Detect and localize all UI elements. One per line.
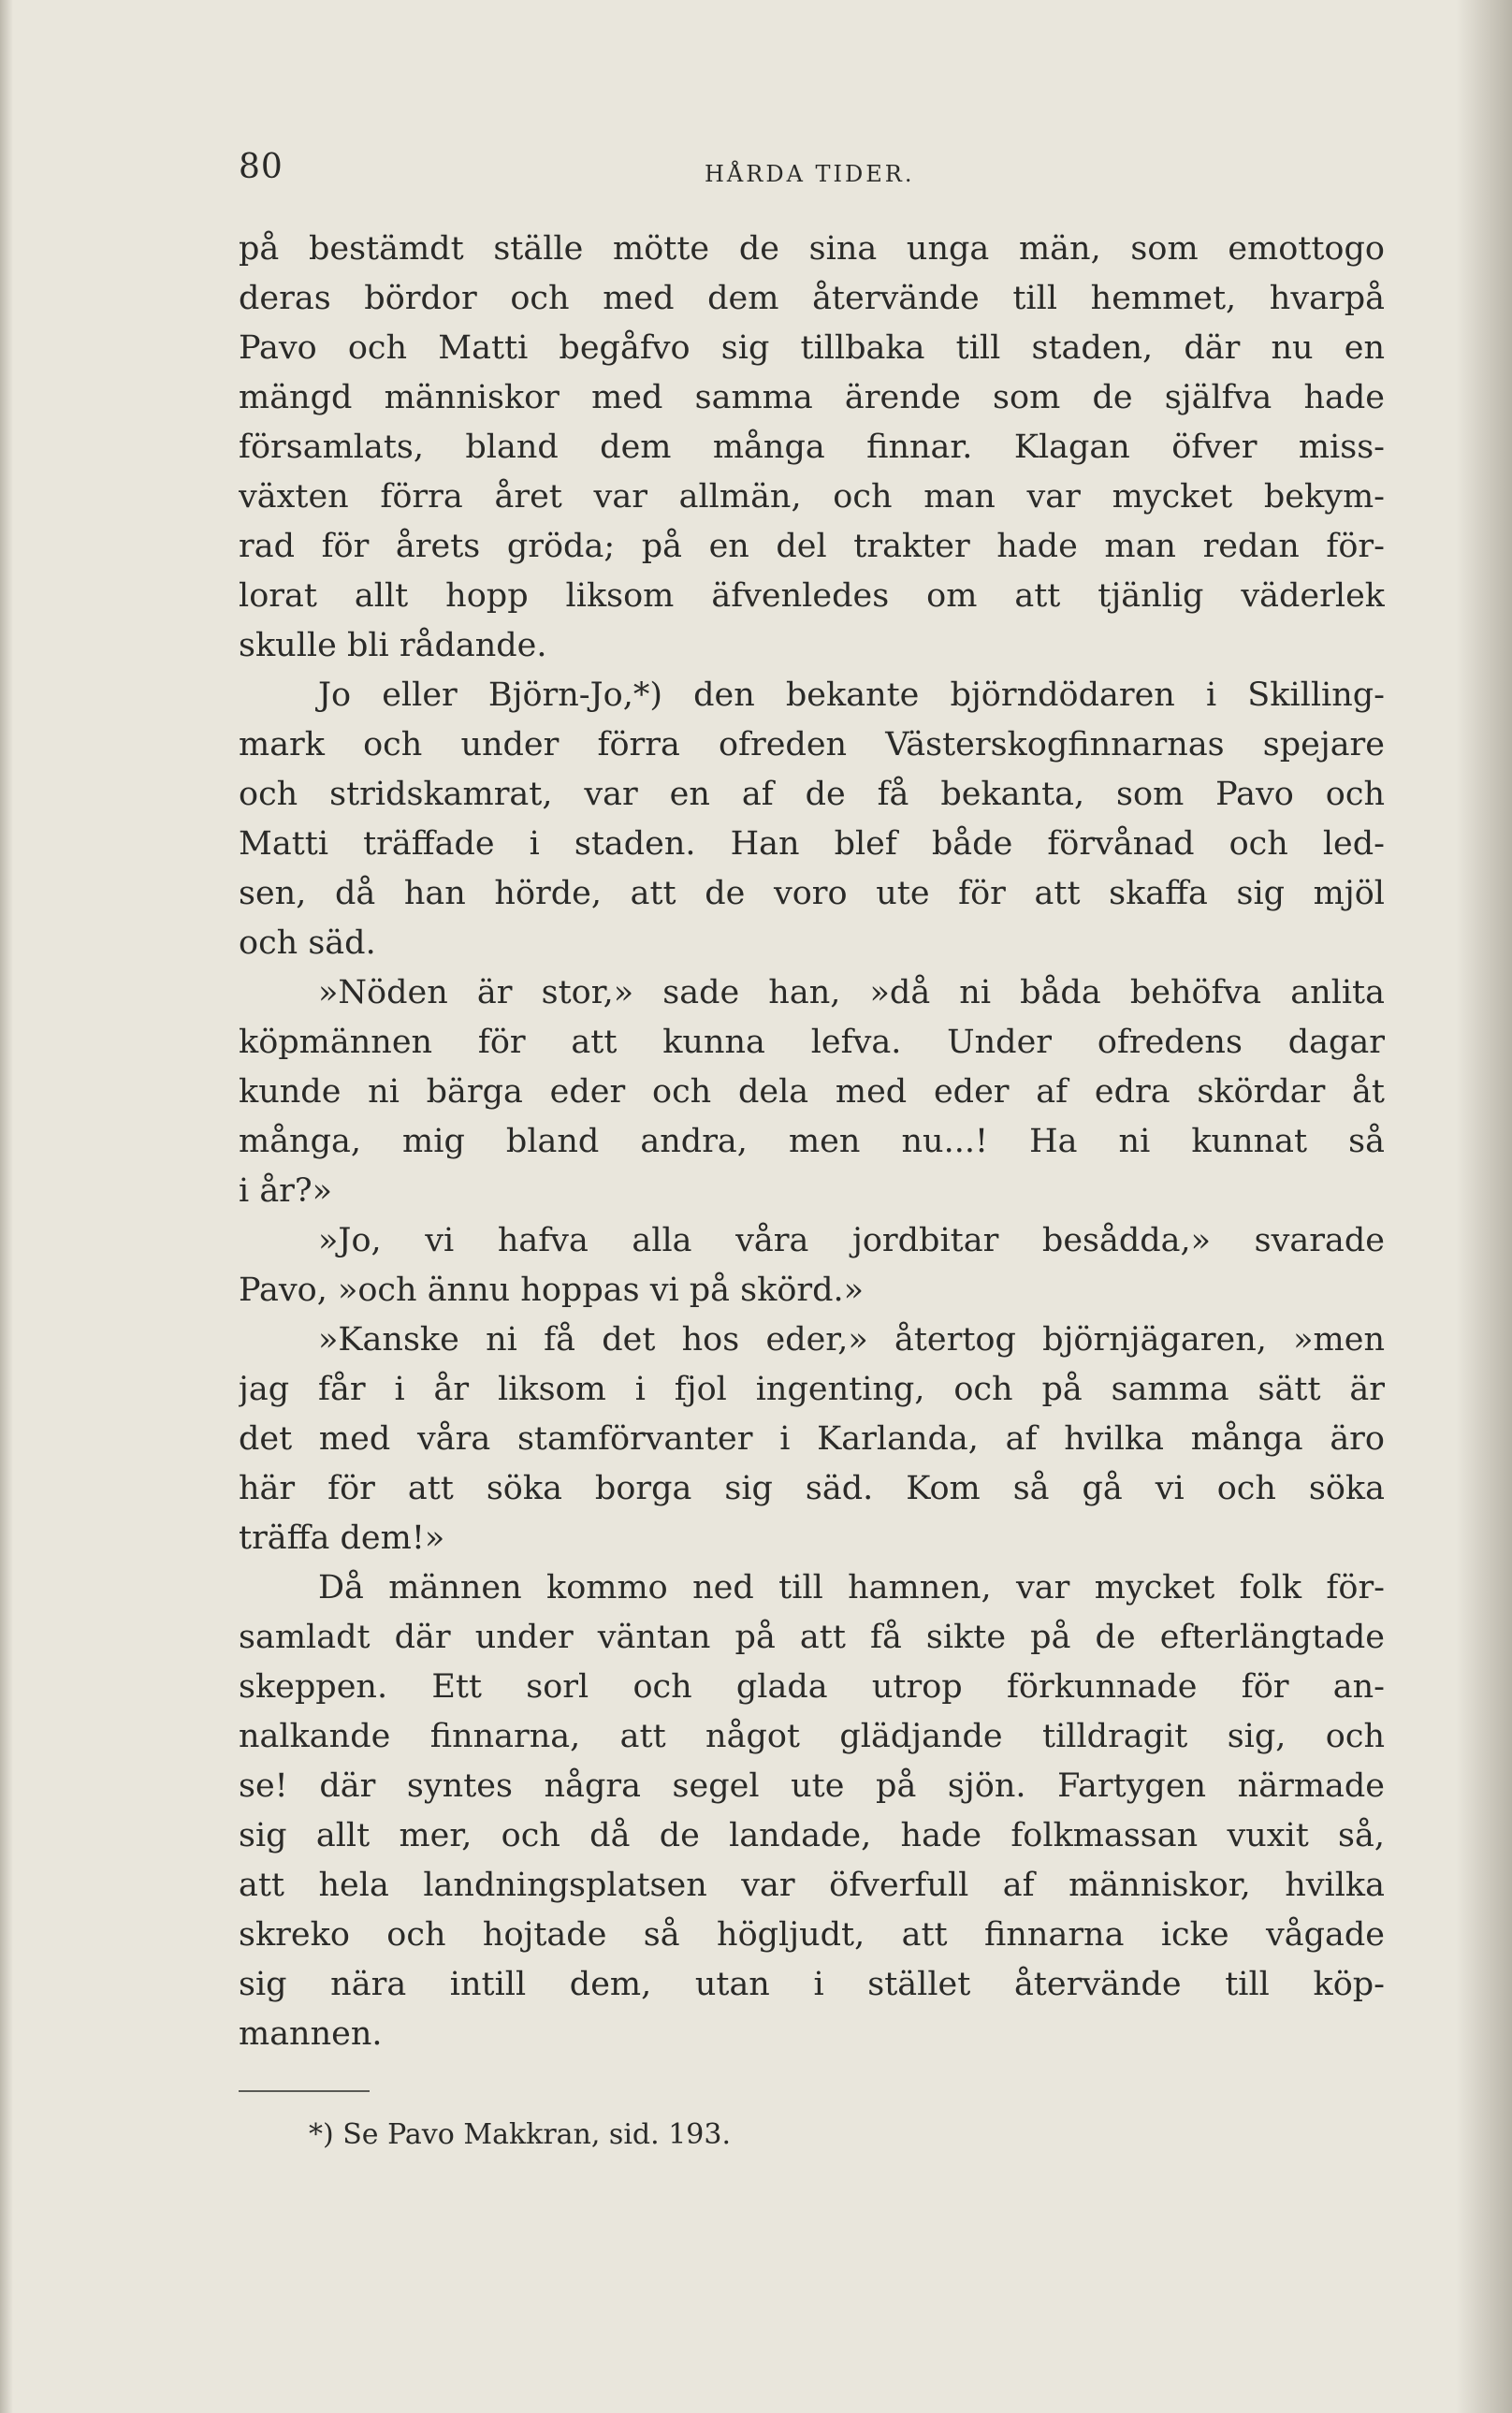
text-line: deras bördor och med dem återvände till hemmet, hvarpå [239, 280, 1385, 317]
body-text [239, 225, 1385, 2059]
text-line: sen, då han hörde, att de voro ute för att skaffa sig mjöl [239, 875, 1385, 912]
text-line: kunde ni bärga eder och dela med eder af edra skördar åt [239, 1073, 1385, 1111]
text-line: Då männen kommo ned till hamnen, var mycket folk för- [318, 1569, 1385, 1606]
text-line: skeppen. Ett sorl och glada utrop förkunnade för an- [239, 1668, 1385, 1706]
text-line: sig nära intill dem, utan i stället återvände till köp- [239, 1966, 1385, 2003]
text-line: jag får i år liksom i fjol ingenting, och på samma sätt är [239, 1371, 1385, 1408]
text-line: träffa dem!» [239, 1519, 445, 1557]
text-line: Pavo, »och ännu hoppas vi på skörd.» [239, 1272, 865, 1309]
text-line: skulle bli rådande. [239, 627, 547, 664]
text-line: »Nöden är stor,» sade han, »då ni båda behöfva anlita [318, 974, 1385, 1011]
text-line: många, mig bland andra, men nu...! Ha ni kunnat så [239, 1123, 1385, 1160]
text-line: »Jo, vi hafva alla våra jordbitar besådda,» svarade [318, 1222, 1385, 1259]
text-line: lorat allt hopp liksom äfvenledes om att tjänlig väderlek [239, 577, 1385, 615]
text-line: mark och under förra ofreden Västerskogfinnarnas spejare [239, 726, 1385, 763]
text-line: Pavo och Matti begåfvo sig tillbaka till staden, där nu en [239, 329, 1385, 367]
text-line: köpmännen för att kunna lefva. Under ofredens dagar [239, 1024, 1385, 1061]
text-line: »Kanske ni få det hos eder,» återtog björnjägaren, »men [318, 1321, 1385, 1359]
text-line: samladt där under väntan på att få sikte på de efterlängtade [239, 1619, 1385, 1656]
footnote-rule [239, 2090, 370, 2092]
page-number: 80 [239, 148, 284, 186]
text-line: rad för årets gröda; på en del trakter hade man redan för- [239, 528, 1385, 565]
text-line: mängd människor med samma ärende som de själfva hade [239, 379, 1385, 416]
text-line: se! där syntes några segel ute på sjön. Fartygen närmade [239, 1767, 1385, 1805]
text-line: Jo eller Björn-Jo,*) den bekante björndödaren i Skilling- [318, 676, 1385, 714]
footnote: *) Se Pavo Makkran, sid. 193. [309, 2118, 731, 2151]
text-line: det med våra stamförvanter i Karlanda, af hvilka många äro [239, 1420, 1385, 1458]
scan-edge-right [1456, 0, 1512, 2413]
text-line: mannen. [239, 2015, 383, 2053]
text-line: och säd. [239, 924, 376, 962]
scan-edge-left [0, 0, 13, 2413]
text-line: skreko och hojtade så högljudt, att finnarna icke vågade [239, 1916, 1385, 1954]
text-line: Matti träffade i staden. Han blef både förvånad och led- [239, 825, 1385, 863]
text-line: och stridskamrat, var en af de få bekanta, som Pavo och [239, 776, 1385, 813]
text-line: växten förra året var allmän, och man var mycket bekym- [239, 478, 1385, 516]
text-line: sig allt mer, och då de landade, hade folkmassan vuxit så, [239, 1817, 1385, 1854]
text-line: i år?» [239, 1172, 333, 1210]
text-line: här för att söka borga sig säd. Kom så gå vi och söka [239, 1470, 1385, 1507]
text-line: nalkande finnarna, att något glädjande tilldragit sig, och [239, 1718, 1385, 1755]
running-head [239, 148, 1385, 195]
text-line: på bestämdt ställe mötte de sina unga män, som emottogo [239, 230, 1385, 268]
running-title: HÅRDA TIDER. [705, 161, 915, 187]
text-line: församlats, bland dem många finnar. Klagan öfver miss- [239, 429, 1385, 466]
text-line: att hela landningsplatsen var öfverfull af människor, hvilka [239, 1867, 1385, 1904]
